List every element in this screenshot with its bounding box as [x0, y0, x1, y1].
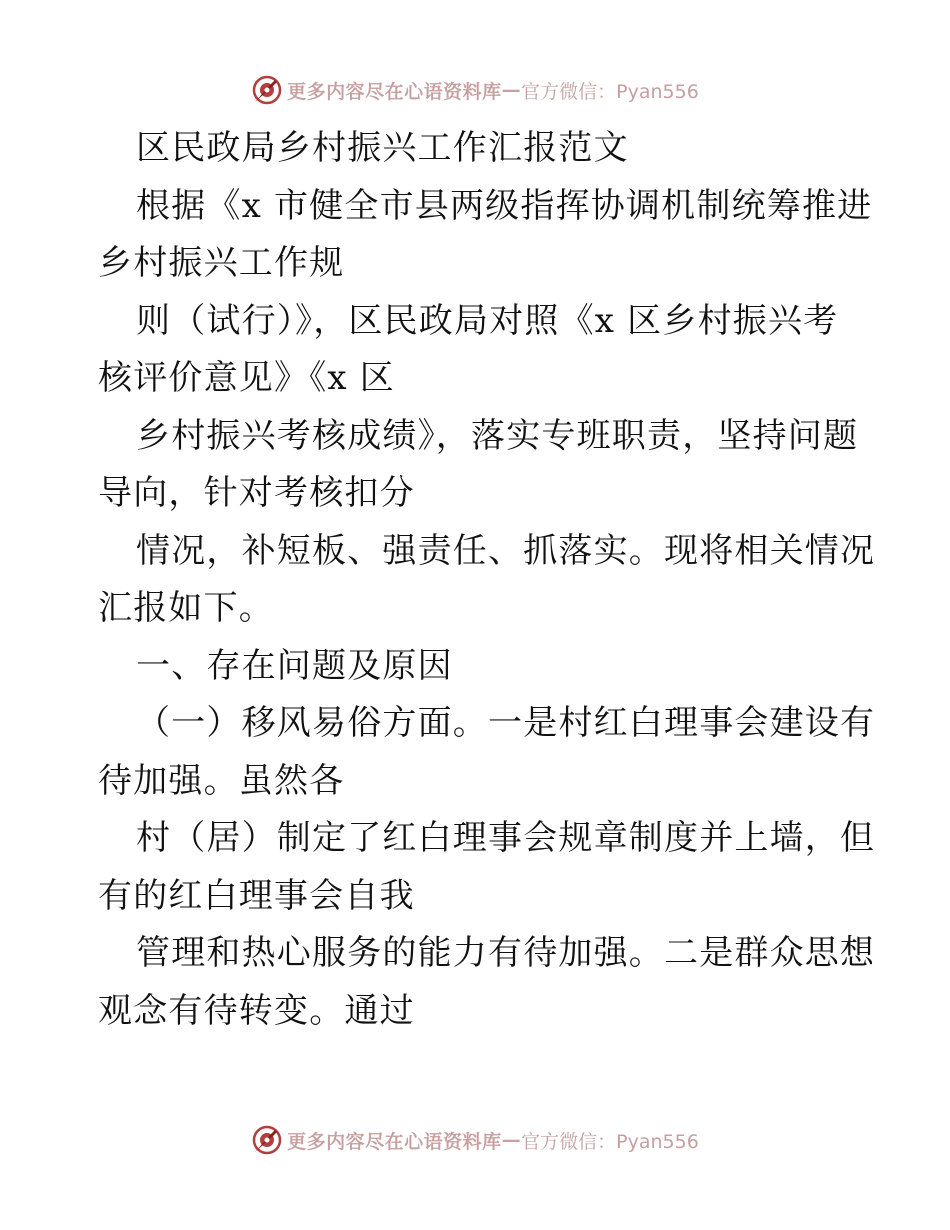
paragraph-line: 观念有待转变。通过: [98, 990, 415, 1031]
paragraph-line: 导向，针对考核扣分: [98, 473, 415, 513]
header-watermark: [0, 70, 950, 110]
document-body: [98, 120, 876, 1040]
watermark-contact-text: 官方微信：Pyan556: [521, 1130, 699, 1153]
paragraph-line: 有的红白理事会自我: [98, 875, 415, 916]
watermark-contact-text: 官方微信：Pyan556: [521, 80, 699, 103]
watermark-site-text: 更多内容尽在心语资料库: [287, 1130, 502, 1153]
paragraph-line: 核评价意见》《x 区: [98, 358, 395, 398]
paragraph-line: 待加强。虽然各: [98, 760, 345, 801]
quill-pen-logo-icon: [251, 1124, 283, 1156]
watermark-dash: —: [501, 1129, 522, 1151]
paragraph-line: 村（居）制定了红白理事会规章制度并上墙，但: [136, 818, 876, 858]
watermark-dash: —: [501, 79, 522, 101]
paragraph-line: 情况，补短板、强责任、抓落实。现将相关情况: [136, 530, 876, 571]
paragraph-line: （一）移风易俗方面。一是村红白理事会建设有: [136, 703, 876, 743]
watermark-site-text: 更多内容尽在心语资料库: [287, 80, 502, 103]
paragraph-line: 乡村振兴考核成绩》，落实专班职责，坚持问题: [136, 415, 859, 456]
footer-watermark: [0, 1120, 950, 1160]
paragraph-line: 乡村振兴工作规: [98, 243, 345, 283]
paragraph-line: 根据《x 市健全市县两级指挥协调机制统筹推进: [136, 185, 873, 226]
document-title: 区民政局乡村振兴工作汇报范文: [136, 128, 629, 168]
paragraph-line: 汇报如下。: [98, 588, 274, 628]
paragraph-line: 则（试行）》，区民政局对照《x 区乡村振兴考: [136, 300, 839, 341]
quill-pen-logo-icon: [251, 74, 283, 106]
section-heading: 一、存在问题及原因: [136, 645, 453, 686]
paragraph-line: 管理和热心服务的能力有待加强。二是群众思想: [136, 933, 876, 973]
